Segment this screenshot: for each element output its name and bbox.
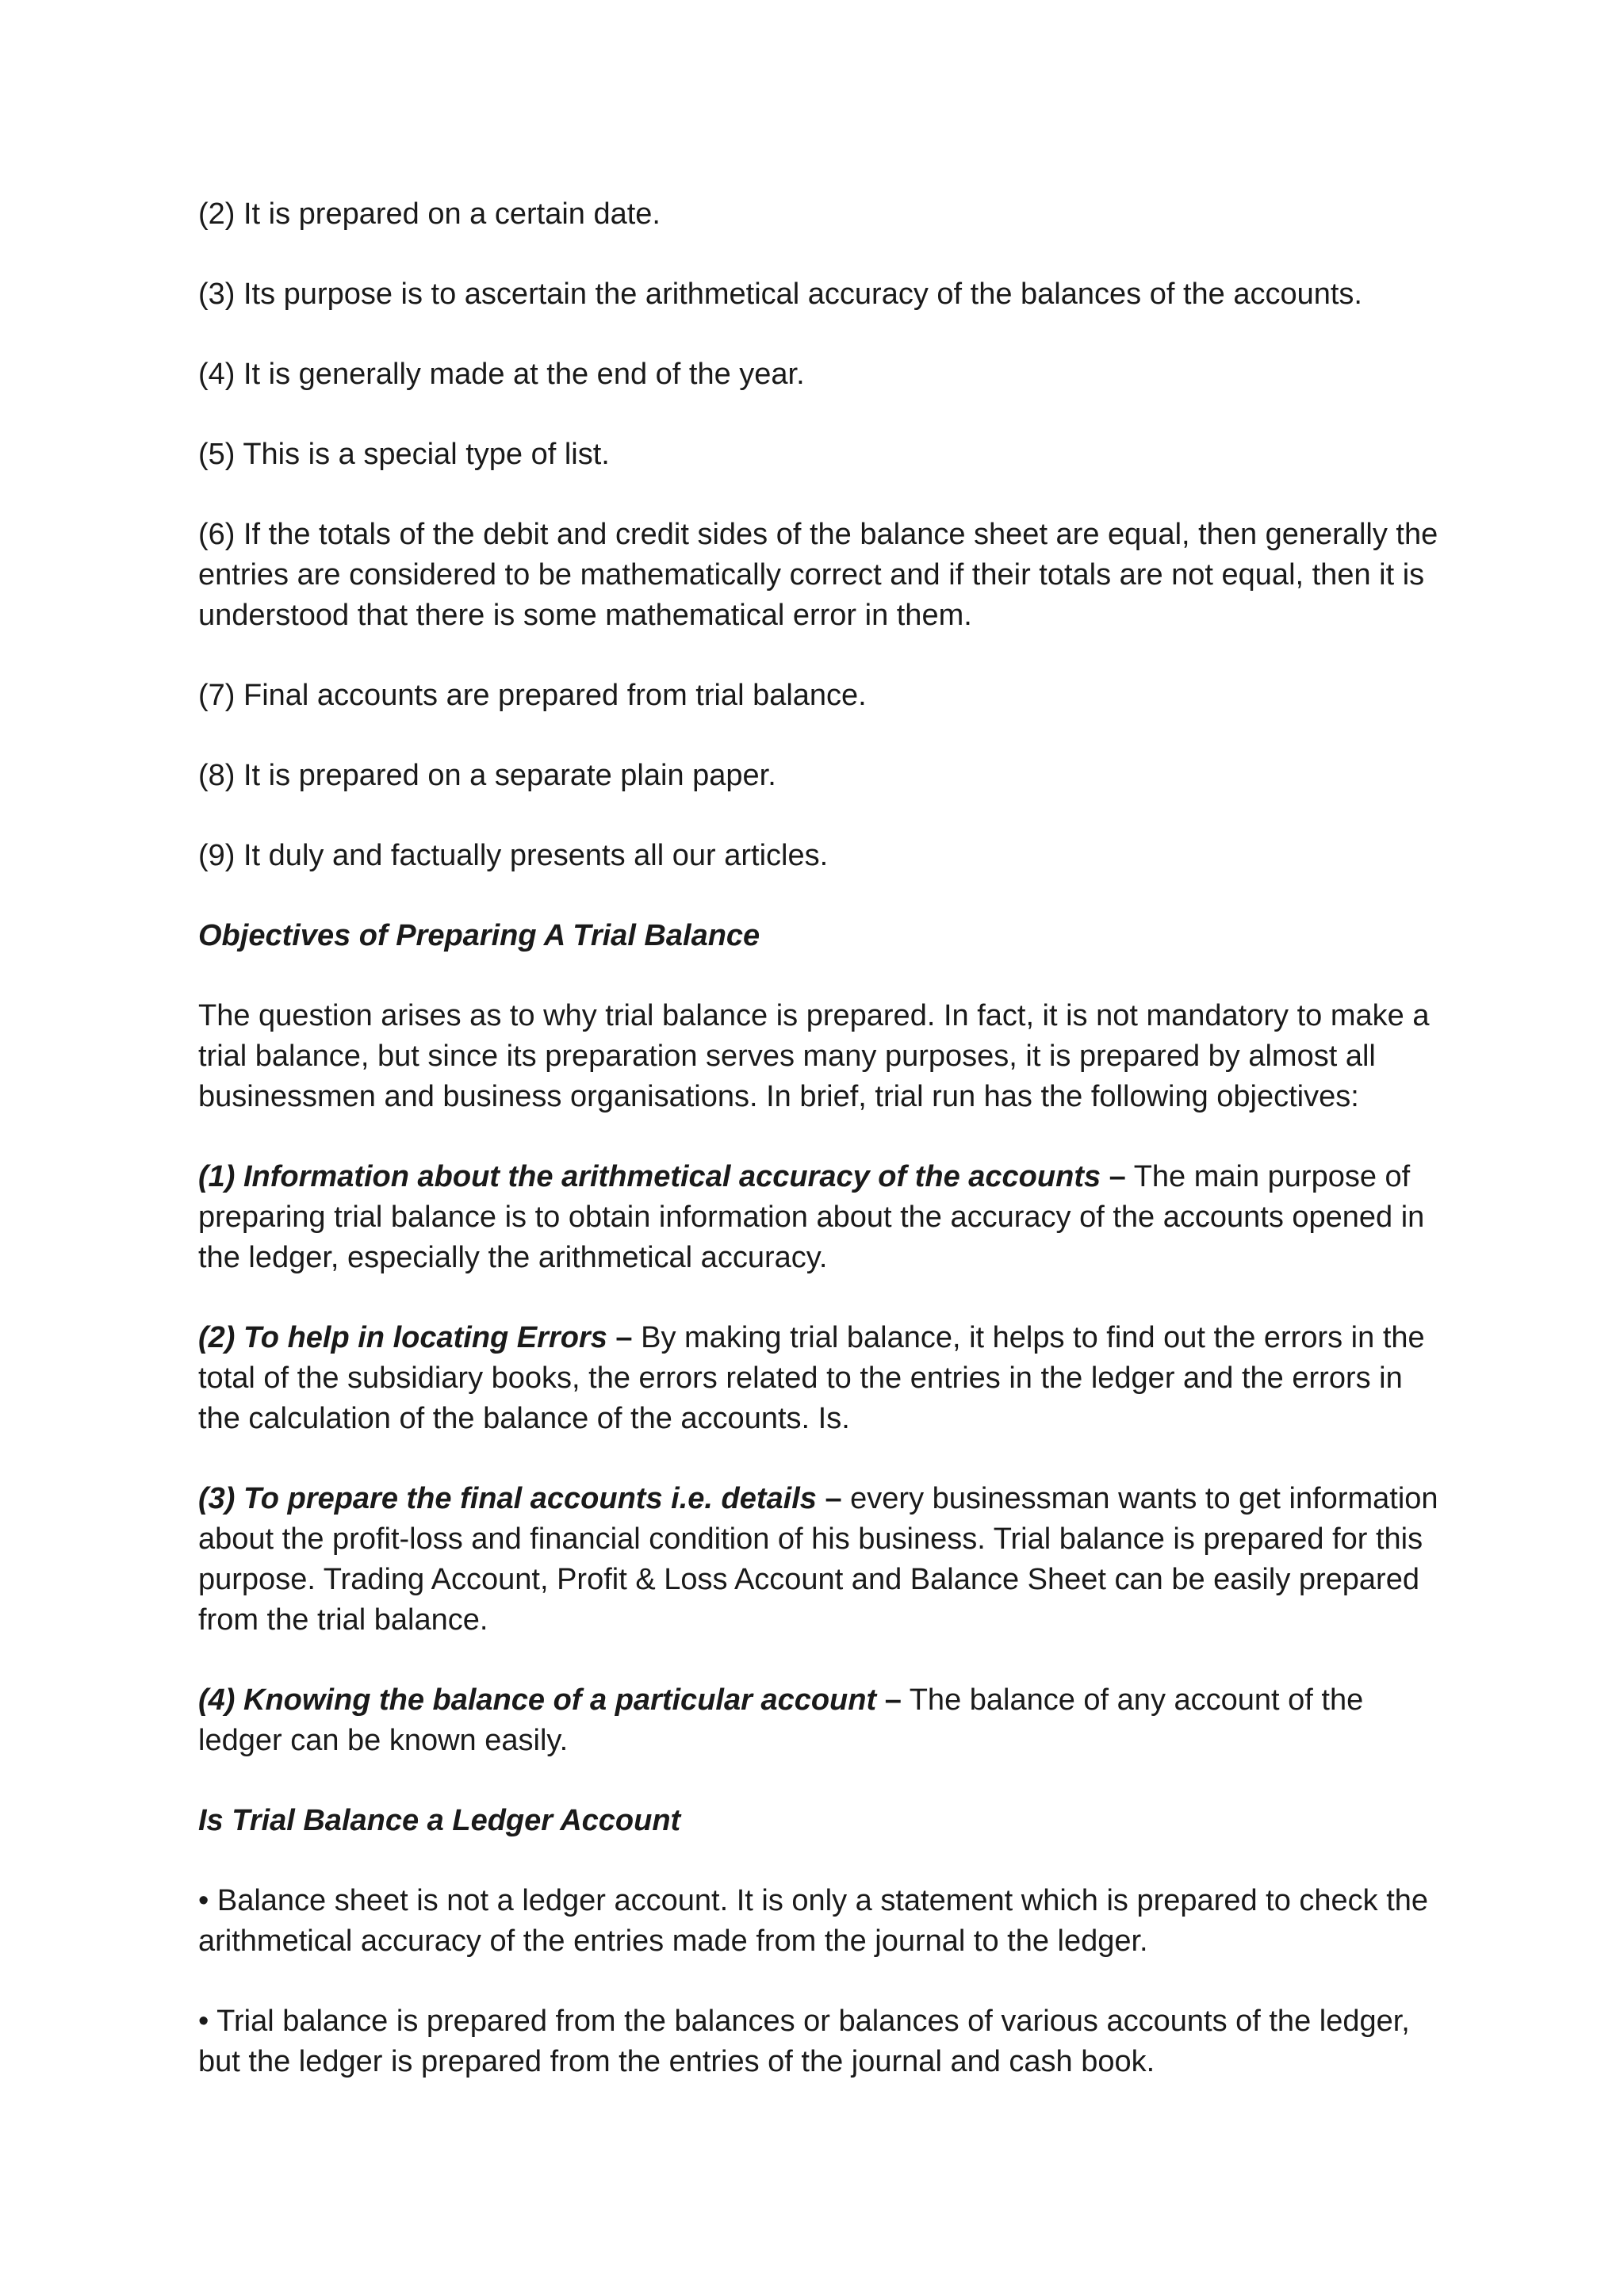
feature-item: (6) If the totals of the debit and credit sides of the balance sheet are equal, then generally the entries are considered to be mathematically correct and if their totals are not equal, then it is understood that there is some mathematical error in them. (198, 518, 1438, 632)
objective-dash: – (884, 1683, 902, 1717)
objective-text: every businessman wants to get information about the profit-loss and financial condition of his business. Trial balance is prepared for this purpose. Trading Account, Profit & Loss Account and Balance Sheet can be easily prepared from the trial balance. (198, 1482, 1438, 1637)
feature-item: (9) It duly and factually presents all our articles. (198, 839, 829, 872)
ledger-heading: Is Trial Balance a Ledger Account (198, 1804, 681, 1837)
objectives-intro: The question arises as to why trial balance is prepared. In fact, it is not mandatory to make a trial balance, but since its preparation serves many purposes, it is prepared by almost all businessmen and business organisations. In brief, trial run has the following objectives: (198, 999, 1430, 1113)
document-body (198, 194, 1451, 2122)
objective-text: By making trial balance, it helps to find out the errors in the total of the subsidiary books, the errors related to the entries in the ledger and the errors in the calculation of the balance of the accounts. Is. (198, 1321, 1425, 1435)
objective-lead: (4) Knowing the balance of a particular account (198, 1683, 877, 1717)
objective-item (198, 1157, 1451, 1278)
objective-item (198, 1318, 1451, 1439)
objectives-heading: Objectives of Preparing A Trial Balance (198, 919, 760, 952)
objective-text: The balance of any account of the ledger can be known easily. (198, 1683, 1364, 1757)
objective-lead: (2) To help in locating Errors (198, 1321, 607, 1354)
objective-lead: (1) Information about the arithmetical accuracy of the accounts (198, 1160, 1101, 1193)
feature-item: (7) Final accounts are prepared from trial balance. (198, 679, 867, 712)
objective-lead: (3) To prepare the final accounts i.e. details (198, 1482, 817, 1515)
feature-item: (4) It is generally made at the end of the year. (198, 358, 805, 391)
objective-text: The main purpose of preparing trial balance is to obtain information about the accuracy of the accounts opened in the ledger, especially the arithmetical accuracy. (198, 1160, 1425, 1274)
feature-item: (3) Its purpose is to ascertain the arithmetical accuracy of the balances of the accounts. (198, 278, 1362, 311)
feature-item: (2) It is prepared on a certain date. (198, 197, 661, 231)
objective-item (198, 1479, 1451, 1641)
feature-item: (5) This is a special type of list. (198, 438, 610, 471)
ledger-bullet: • Trial balance is prepared from the balances or balances of various accounts of the ledger, but the ledger is prepared from the entries of the journal and cash book. (198, 2005, 1410, 2078)
objective-dash: – (1109, 1160, 1126, 1193)
feature-item: (8) It is prepared on a separate plain paper. (198, 759, 776, 792)
objective-dash: – (825, 1482, 842, 1515)
objective-item (198, 1680, 1451, 1761)
ledger-bullet: • Balance sheet is not a ledger account. It is only a statement which is prepared to check the arithmetical accuracy of the entries made from the journal to the ledger. (198, 1884, 1429, 1958)
objective-dash: – (615, 1321, 633, 1354)
